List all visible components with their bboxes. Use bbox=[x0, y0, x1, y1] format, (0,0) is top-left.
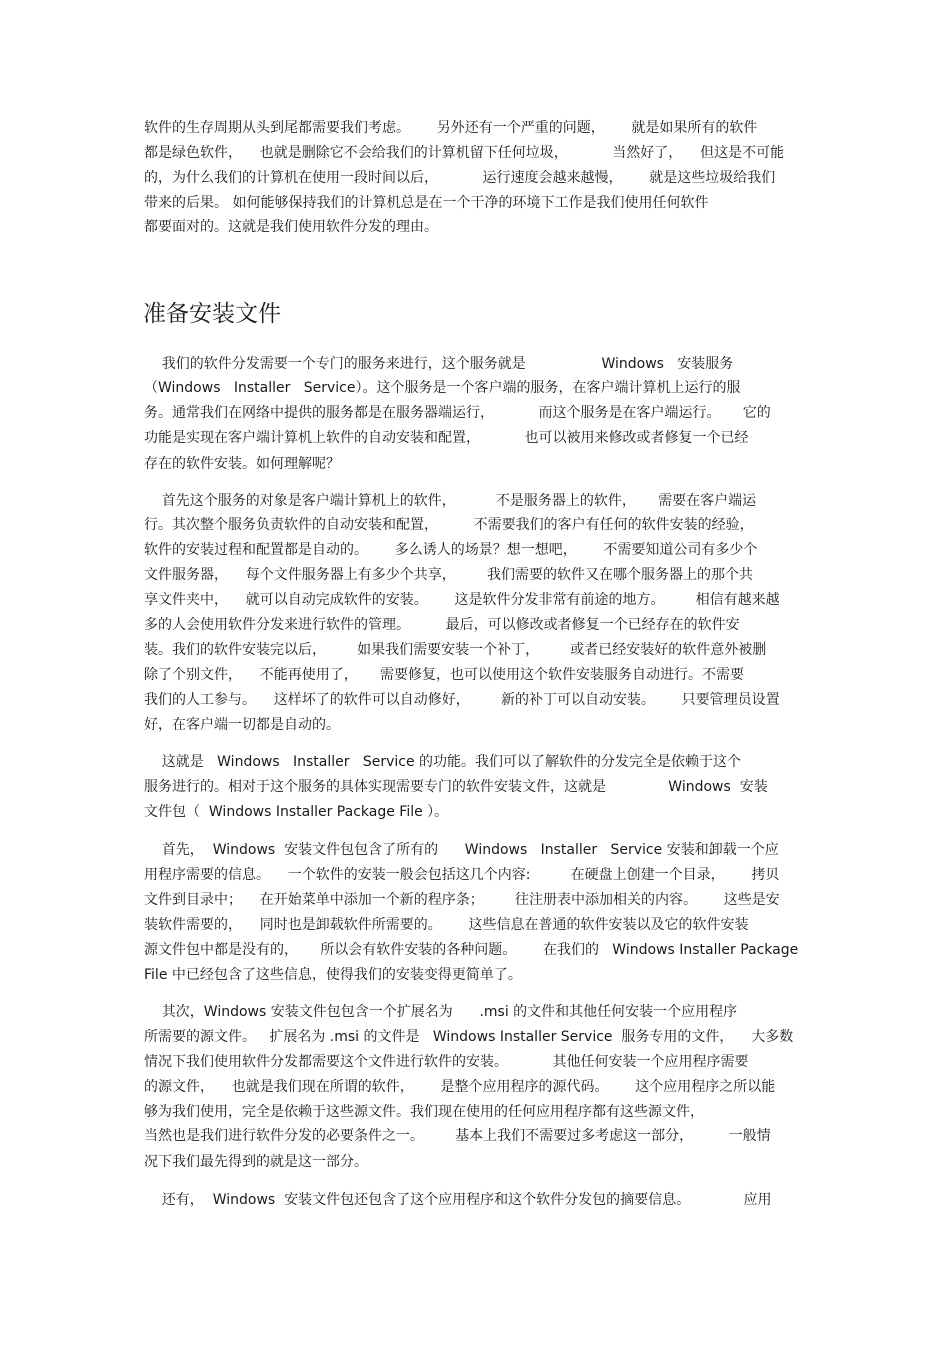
text-line: 文件服务器， 每个文件服务器上有多少个共享， 我们需要的软件又在哪个服务器上的那个共 bbox=[144, 567, 753, 583]
text-line: 当然也是我们进行软件分发的必要条件之一。 基本上我们不需要过多考虑这一部分， 一般情 bbox=[144, 1128, 771, 1144]
text-line: 都是绿色软件， 也就是删除它不会给我们的计算机留下任何垃圾， 当然好了， 但这是不可能 bbox=[144, 145, 785, 161]
section-heading: 准备安装文件 bbox=[143, 301, 281, 327]
text-line: 的源文件， 也就是我们现在所谓的软件， 是整个应用程序的源代码。 这个应用程序之所以能 bbox=[144, 1079, 776, 1095]
text-line: 我们的人工参与。 这样坏了的软件可以自动修好， 新的补丁可以自动安装。 只要管理员设置 bbox=[144, 692, 780, 708]
text-line: 文件到目录中； 在开始菜单中添加一个新的程序条； 往注册表中添加相关的内容。 这些是安 bbox=[144, 892, 780, 908]
text-line: 其次，Windows 安装文件包包含一个扩展名为 .msi 的文件和其他任何安装一个应用程序 bbox=[144, 1004, 738, 1020]
text-line: 享文件夹中， 就可以自动完成软件的安装。 这是软件分发非常有前途的地方。 相信有越来越 bbox=[144, 592, 780, 608]
text-line: 软件的生存周期从头到尾都需要我们考虑。 另外还有一个严重的问题， 就是如果所有的软件 bbox=[144, 120, 758, 136]
text-line: 服务进行的。相对于这个服务的具体实现需要专门的软件安装文件，这就是 Windows 安装 bbox=[144, 779, 768, 795]
text-line: 用程序需要的信息。 一个软件的安装一般会包括这几个内容: 在硬盘上创建一个目录， 拷贝 bbox=[144, 867, 780, 883]
text-line: 除了个别文件， 不能再使用了， 需要修复，也可以使用这个软件安装服务自动进行。不需要 bbox=[144, 667, 745, 683]
text-line: 装软件需要的， 同时也是卸载软件所需要的。 这些信息在普通的软件安装以及它的软件安装 bbox=[144, 917, 749, 933]
text-line: 源文件包中都是没有的， 所以会有软件安装的各种问题。 在我们的 Windows Installer Package bbox=[144, 942, 799, 958]
text-line: 行。其次整个服务负责软件的自动安装和配置， 不需要我们的客户有任何的软件安装的经验， bbox=[144, 517, 754, 533]
text-line: 装。我们的软件安装完以后， 如果我们需要安装一个补丁， 或者已经安装好的软件意外被删 bbox=[144, 642, 767, 658]
text-line: 软件的安装过程和配置都是自动的。 多么诱人的场景？想一想吧， 不需要知道公司有多少个 bbox=[144, 542, 758, 558]
text-line: 情况下我们使用软件分发都需要这个文件进行软件的安装。 其他任何安装一个应用程序需要 bbox=[144, 1054, 749, 1070]
text-line: 况下我们最先得到的就是这一部分。 bbox=[144, 1154, 368, 1170]
text-line: 所需要的源文件。 扩展名为 .msi 的文件是 Windows Installer Service 服务专用的文件， 大多数 bbox=[144, 1029, 794, 1045]
text-line: 功能是实现在客户端计算机上软件的自动安装和配置， 也可以被用来修改或者修复一个已经 bbox=[144, 430, 749, 446]
text-line: 我们的软件分发需要一个专门的服务来进行，这个服务就是 Windows 安装服务 bbox=[144, 356, 734, 372]
text-line: File 中已经包含了这些信息，使得我们的安装变得更简单了。 bbox=[144, 967, 522, 983]
text-line: 还有， Windows 安装文件包还包含了这个应用程序和这个软件分发包的摘要信息。 应用 bbox=[144, 1192, 772, 1208]
text-line: （Windows Installer Service）。这个服务是一个客户端的服务，在客户端计算机上运行的服 bbox=[144, 380, 741, 396]
text-line: 首先这个服务的对象是客户端计算机上的软件， 不是服务器上的软件， 需要在客户端运 bbox=[144, 493, 757, 509]
text-line: 务。通常我们在网络中提供的服务都是在服务器端运行， 而这个服务是在客户端运行。 它的 bbox=[144, 405, 771, 421]
text-line: 首先， Windows 安装文件包包含了所有的 Windows Installer Service 安装和卸载一个应 bbox=[144, 842, 779, 858]
text-line: 都要面对的。这就是我们使用软件分发的理由。 bbox=[144, 219, 438, 235]
text-line: 存在的软件安装。如何理解呢？ bbox=[144, 456, 340, 472]
text-line: 多的人会使用软件分发来进行软件的管理。 最后，可以修改或者修复一个已经存在的软件安 bbox=[144, 617, 740, 633]
text-line: 够为我们使用，完全是依赖于这些源文件。我们现在使用的任何应用程序都有这些源文件， bbox=[144, 1104, 704, 1120]
text-line: 好，在客户端一切都是自动的。 bbox=[144, 717, 340, 733]
text-line: 文件包（ Windows Installer Package File ）。 bbox=[144, 804, 449, 820]
text-line: 带来的后果。 如何能够保持我们的计算机总是在一个干净的环境下工作是我们使用任何软件 bbox=[144, 195, 709, 211]
text-line: 的，为什么我们的计算机在使用一段时间以后， 运行速度会越来越慢， 就是这些垃圾给我们 bbox=[144, 170, 776, 186]
text-line: 这就是 Windows Installer Service 的功能。我们可以了解软件的分发完全是依赖于这个 bbox=[144, 754, 742, 770]
